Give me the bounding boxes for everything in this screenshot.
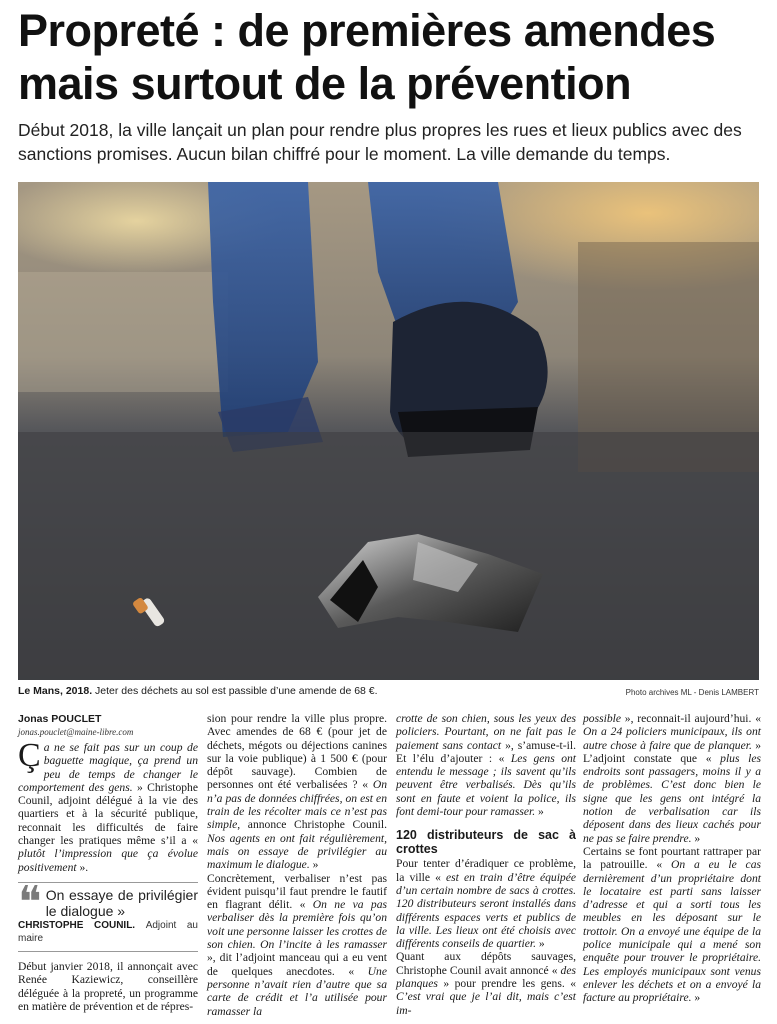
paragraph: Début janvier 2018, il annonçait avec Renée Kaziewicz, conseillère déléguée à la propreté, un programme en matière de prévention et de répres-: [18, 959, 198, 1013]
pull-quote-text: On essaye de privilégier le dialogue »: [45, 886, 198, 919]
paragraph: crotte de son chien, sous les yeux des policiers. Pourtant, on ne fait pas le paiement sans contact », s’amuse-t-il. Et l’élu d’ajouter : « Les gens ont entendu le message ; ils savent qu’ils peuvent être verbalisés. Dès qu’ils sont en faute et voient la police, ils font demi-tour pour ramasser. »: [396, 712, 577, 819]
paragraph: Concrètement, verbaliser n’est pas évident puisqu’il faut prendre le fautif en flagrant délit. « On ne va pas verbaliser dès la première fois qu’on voit une personne laisser les crottes de son chien. On l’incite à les ramasser », dit l’adjoint manceau qui a eu vent de quelques anecdotes. « Une personne n’avait rien d’autre que sa carte de crédit et l’a utilisée pour ramasser la: [207, 871, 387, 1018]
paragraph: possible », reconnait-il aujourd’hui. « On a 24 policiers municipaux, ils ont autre chose à faire que de planquer. » L’adjoint constate que « plus les endroits sont passagers, moins il y a de problèmes. C’est donc bien le signe que les gens ont intégré la notion de verbalisation car ils déposent dans des lieux cachés pour ne pas se faire prendre. »: [583, 712, 761, 845]
article-column-2: [207, 712, 387, 1018]
article-photo: [18, 182, 759, 680]
pull-quote-author: CHRISTOPHE COUNIL. Adjoint au maire: [18, 919, 198, 944]
photo-caption: [18, 684, 759, 700]
quote-mark-icon: ❝: [18, 877, 42, 927]
article-column-4: [583, 712, 761, 1005]
author-name: Jonas POUCLET: [18, 713, 102, 725]
divider: [18, 951, 198, 952]
dropcap: Ç: [18, 737, 41, 774]
caption-text: Jeter des déchets au sol est passible d’une amende de 68 €.: [95, 685, 378, 697]
caption-lead: Le Mans, 2018.: [18, 685, 93, 697]
paragraph: Ça ne se fait pas sur un coup de baguette magique, ça prend un peu de temps de changer le comportement des gens. » Christophe Counil, adjoint délégué à la vie des quartiers et à la sécurité publique, reconnait les difficultés de faire changer les pratiques même s’il a « plutôt l’impression que ça évolue positivement ».: [18, 737, 198, 874]
article-column-1: [18, 713, 198, 1013]
photo-credit: Photo archives ML - Denis LAMBERT: [625, 688, 759, 697]
article-column-3: [396, 712, 576, 1017]
paragraph: Quant aux dépôts sauvages, Christophe Counil avait annoncé « des planques » pour prendre les gens. « C’est vrai que je l’ai dit, mais c’est im-: [396, 950, 576, 1017]
author-email: jonas.pouclet@maine-libre.com: [18, 727, 134, 737]
standfirst: Début 2018, la ville lançait un plan pour rendre plus propres les rues et lieux publics avec des sanctions promises. Aucun bilan chiffré pour le moment. La ville demande du temps.: [18, 120, 742, 164]
paragraph: sion pour rendre la ville plus propre. Avec amendes de 68 € (pour jet de déchets, mégots ou déjections canines sur la voie publique) à 1 500 € (pour dépôt sauvage). Combien de personnes ont été verbalisées ? « On n’a pas de données chiffrées, on est en train de les récolter mais ce n’est pas simple, annonce Christophe Counil. Nos agents en ont fait régulièrement, mais on essaye de privilégier au maximum le dialogue. »: [207, 712, 387, 872]
subheading: 120 distributeurs de sac à crottes: [396, 828, 576, 857]
headline: Propreté : de premières amendes mais surtout de la prévention: [18, 5, 716, 109]
paragraph: Pour tenter d’éradiquer ce problème, la ville « est en train d’être équipée d’un certain nombre de sacs à crottes. 120 distributeurs seront installés dans différents espaces verts et publics de la ville. Les lieux ont été choisis avec différents conseils de quartier. »: [396, 857, 577, 951]
paragraph: Certains se font pourtant rattraper par la patrouille. « On a eu le cas dernièrement d’un propriétaire dont le locataire est parti sans laisser d’adresse et qui a sorti tous les meubles en les déposant sur le trottoir. On a envoyé une équipe de la police municipale qui a mené son enquête pour trouver le propriétaire. Les employés municipaux sont venus enlever les déchets et on a envoyé la facture au propriétaire. »: [583, 844, 761, 1005]
litter-photo-icon: [18, 182, 759, 680]
pull-quote: [18, 877, 198, 945]
